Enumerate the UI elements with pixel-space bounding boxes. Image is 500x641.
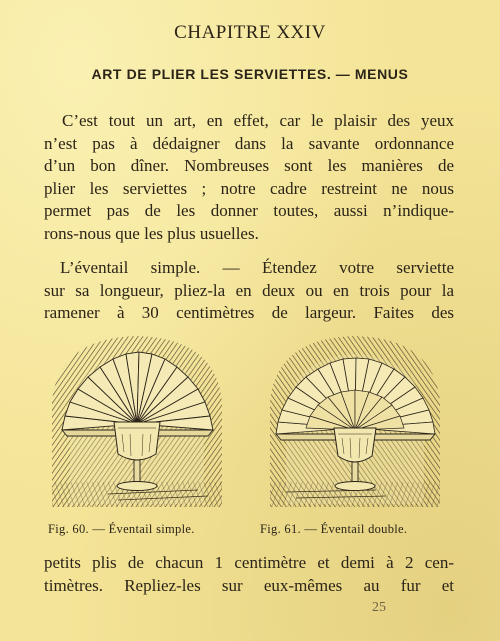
fan-simple-engraving [48, 332, 226, 512]
continuation-paragraph [44, 552, 454, 597]
intro-line: C’est tout un art, en effet, car le plaisir des yeux [62, 111, 454, 130]
chapter-title: CHAPITRE XXIV [174, 22, 326, 43]
figure-61-caption: Fig. 61. — Éventail double. [260, 522, 408, 536]
intro-line: plier les serviettes ; notre cadre restreint ne nous [44, 178, 454, 198]
eventail-line: Étendez votre serviette [262, 258, 454, 277]
fan-double-engraving [266, 332, 444, 512]
eventail-first-line [44, 257, 454, 280]
continuation-line: timètres. Repliez-les sur eux-mêmes au fur et [44, 575, 454, 595]
eventail-line: sur sa longueur, pliez-la en deux ou en trois pour la [44, 280, 454, 300]
fan-napkin-double-illustration [266, 332, 444, 512]
section-heading: ART DE PLIER LES SERVIETTES. — MENUS [91, 66, 409, 82]
eventail-line: ramener à 30 centimètres de largeur. Faites des [44, 303, 454, 322]
continuation-line: petits plis de chacun 1 centimètre et demi à 2 cen- [44, 553, 454, 572]
fan-napkin-simple-illustration [48, 332, 226, 512]
intro-line: rons-nous que les plus usuelles. [44, 223, 259, 243]
intro-paragraph [44, 110, 454, 245]
intro-line: permet pas de les donner toutes, aussi n’indique- [44, 201, 454, 220]
intro-line: d’un bon dîner. Nombreuses sont les manières de [44, 156, 454, 175]
page-number: 25 [372, 600, 386, 615]
eventail-paragraph [44, 257, 454, 325]
eventail-title: L’éventail simple. — [60, 258, 240, 277]
figure-60-caption: Fig. 60. — Éventail simple. [48, 522, 195, 536]
intro-line: n’est pas à dédaigner dans la savante ordonnance [44, 133, 454, 153]
